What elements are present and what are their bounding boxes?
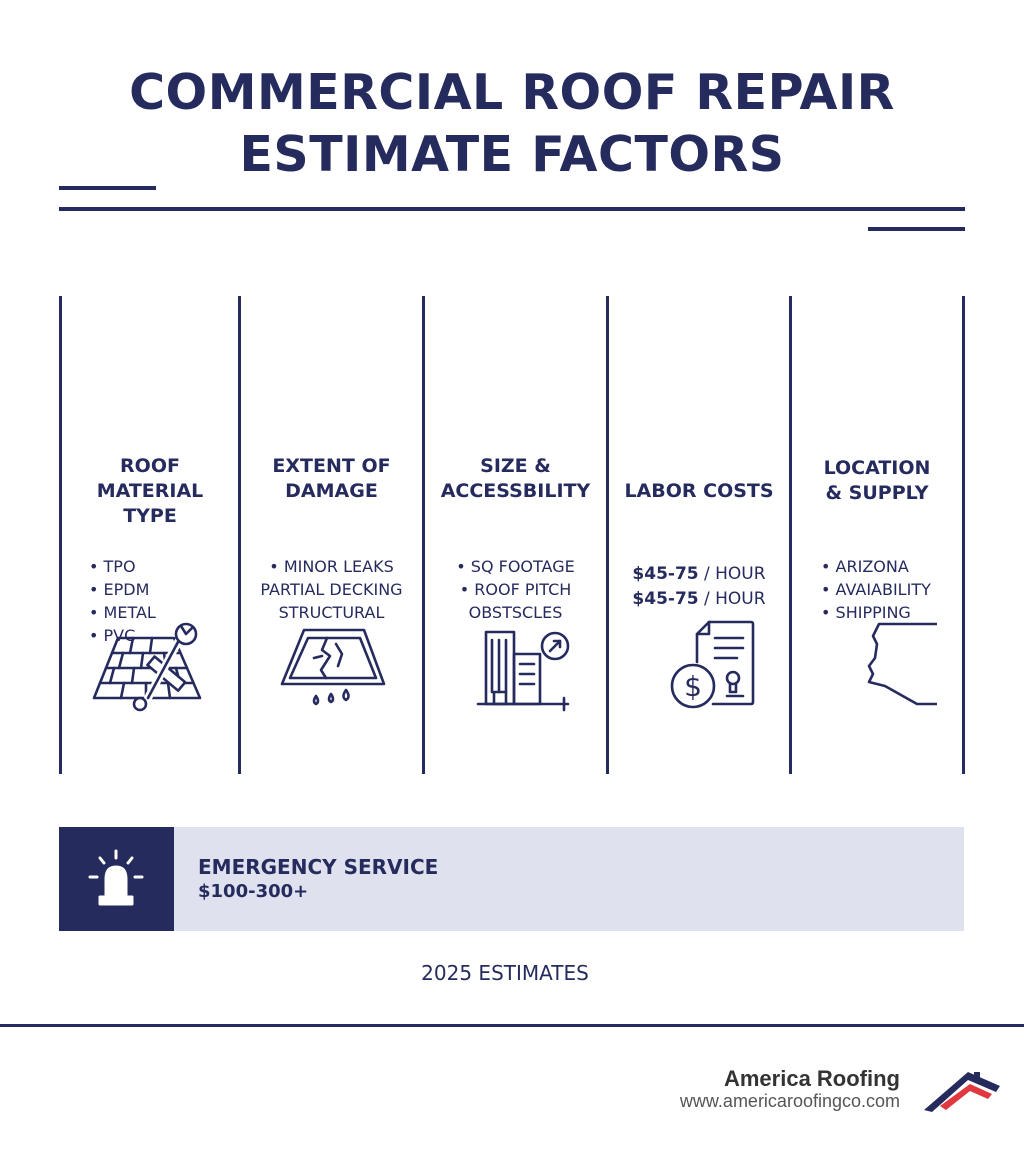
building-measure-icon	[456, 614, 576, 714]
title-rule-long	[59, 207, 965, 211]
title-line-1: COMMERCIAL ROOF REPAIR	[129, 64, 895, 121]
list-item: • MINOR LEAKS	[241, 555, 422, 578]
title-line-2: ESTIMATE FACTORS	[239, 126, 785, 183]
list-item: PARTIAL DECKING	[260, 580, 403, 599]
column-title: SIZE & ACCESSBILITY	[440, 455, 591, 502]
footer-rule	[0, 1024, 1024, 1027]
rate-price: $45-75	[632, 564, 699, 584]
estimates-note: 2025 ESTIMATES	[421, 961, 589, 985]
list-item: • EPDM	[89, 578, 238, 601]
list-item: STRUCTURAL	[278, 603, 385, 622]
emergency-service-banner	[59, 827, 964, 931]
rate-unit: / HOUR	[704, 589, 766, 609]
rate-row	[609, 562, 789, 587]
factor-column-roof-material	[62, 296, 238, 774]
list-item: • SQ FOOTAGE	[425, 555, 606, 578]
list-item: OBSTSCLES	[468, 603, 563, 622]
column-list	[62, 555, 238, 647]
list-item: • PVC	[89, 624, 238, 647]
rate-unit: / HOUR	[704, 564, 766, 584]
list-item: • SHIPPING	[821, 601, 962, 624]
emergency-icon-box	[59, 827, 174, 931]
document-dollar-icon	[639, 614, 759, 714]
title-rule-short-right	[868, 227, 965, 231]
rate-price: $45-75	[632, 589, 699, 609]
column-title: EXTENT OF DAMAGE	[272, 455, 391, 502]
column-title: ROOF MATERIAL TYPE	[96, 455, 204, 527]
column-rates	[609, 562, 789, 612]
column-list	[241, 555, 422, 624]
factor-column-labor-costs	[609, 296, 789, 774]
roof-logo-icon	[922, 1066, 1002, 1116]
column-divider	[962, 296, 965, 774]
page-title	[0, 62, 1024, 186]
emergency-price: $100-300+	[198, 881, 309, 902]
brand-name: America Roofing	[723, 1066, 900, 1091]
damaged-roof-leak-icon	[272, 614, 392, 714]
column-list	[425, 555, 606, 624]
list-item: • ROOF PITCH	[425, 578, 606, 601]
list-item: • AVAIABILITY	[821, 578, 962, 601]
column-list	[792, 555, 962, 624]
column-title: LOCATION & SUPPLY	[823, 457, 931, 504]
factor-column-extent-of-damage	[241, 296, 422, 774]
svg-text:$: $	[684, 670, 702, 703]
factor-column-size-accessibility	[425, 296, 606, 774]
siren-icon	[59, 827, 174, 931]
rate-row	[609, 587, 789, 612]
list-item: • METAL	[89, 601, 238, 624]
factor-column-location-supply	[792, 296, 962, 774]
column-title: LABOR COSTS	[624, 480, 774, 502]
title-rule-short-left	[59, 186, 156, 190]
brand-url[interactable]: www.americaroofingco.com	[679, 1091, 900, 1111]
list-item: • ARIZONA	[821, 555, 962, 578]
emergency-title: EMERGENCY SERVICE	[198, 855, 439, 879]
arizona-map-icon	[817, 614, 937, 714]
list-item: • TPO	[89, 555, 238, 578]
